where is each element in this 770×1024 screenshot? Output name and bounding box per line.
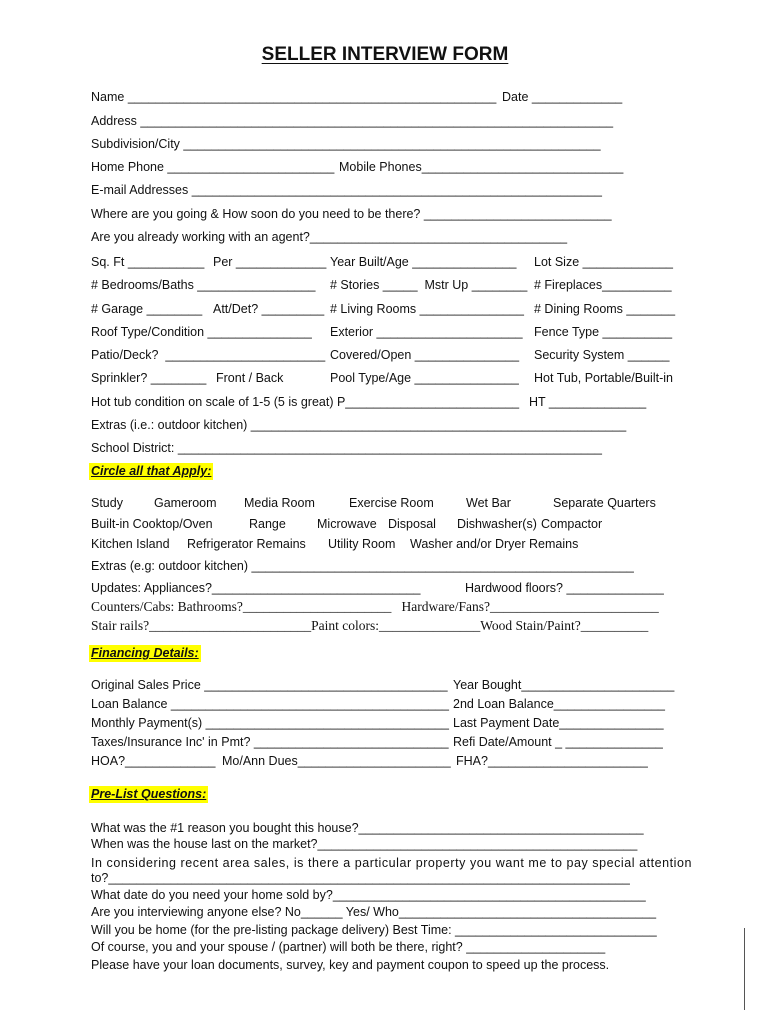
att-det-field: Att/Det? _________: [213, 302, 325, 316]
hot-tub-type-field: Hot Tub, Portable/Built-in: [534, 371, 673, 385]
amenity-wet-bar: Wet Bar: [466, 496, 511, 510]
stair-rails-field: Stair rails?________________________Paint colors:_______________Wood Stain/Paint?__________: [91, 618, 649, 633]
amenity-compactor: Compactor: [541, 517, 603, 531]
original-sales-price-field: Original Sales Price ___________________________________: [91, 678, 448, 692]
address-field: Address ____________________________________________________________________: [91, 114, 614, 128]
home-phone-field: Home Phone ________________________: [91, 160, 335, 174]
covered-open-field: Covered/Open _______________: [330, 348, 520, 362]
sprinkler-field: Sprinkler? ________: [91, 371, 207, 385]
sqft-field: Sq. Ft ___________: [91, 255, 205, 269]
refi-date-field: Refi Date/Amount _ ______________: [453, 735, 663, 749]
hot-tub-condition-field: Hot tub condition on scale of 1-5 (5 is great) P_________________________: [91, 395, 520, 409]
taxes-insurance-field: Taxes/Insurance Inc' in Pmt? ____________________________: [91, 735, 449, 749]
loan-balance-field: Loan Balance ________________________________________: [91, 697, 450, 711]
amenity-utility-room: Utility Room: [328, 537, 396, 551]
school-district-field: School District: _____________________________________________________________: [91, 441, 602, 455]
amenity-gameroom: Gameroom: [154, 496, 217, 510]
agent-question: Are you already working with an agent?_____________________________________: [91, 230, 568, 244]
prelist-spouse: Of course, you and your spouse / (partner) will both be there, right? ____________________: [91, 940, 606, 954]
amenity-kitchen-island: Kitchen Island: [91, 537, 170, 551]
lot-size-field: Lot Size _____________: [534, 255, 674, 269]
prelist-header: Pre-List Questions:: [91, 787, 207, 801]
updates-appliances-field: Updates: Appliances?______________________________: [91, 581, 421, 595]
dining-rooms-field: # Dining Rooms _______: [534, 302, 676, 316]
per-field: Per _____________: [213, 255, 327, 269]
scrollbar[interactable]: [744, 928, 745, 1010]
hardwood-floors-field: Hardwood floors? ______________: [465, 581, 664, 595]
date-field: Date _____________: [502, 90, 623, 104]
year-built-field: Year Built/Age _______________: [330, 255, 517, 269]
prelist-reason: What was the #1 reason you bought this house?_________________________________________: [91, 821, 644, 835]
name-field: Name _____________________________________________________: [91, 90, 497, 104]
amenity-range: Range: [249, 517, 286, 531]
prelist-recent-sales: In considering recent area sales, is there a particular property you want me to pay special attention: [91, 856, 692, 870]
amenity-disposal: Disposal: [388, 517, 436, 531]
prelist-documents: Please have your loan documents, survey, key and payment coupon to speed up the process.: [91, 958, 610, 972]
amenity-separate-quarters: Separate Quarters: [553, 496, 656, 510]
counters-cabs-field: Counters/Cabs: Bathrooms?______________________ Hardware/Fans?_________________________: [91, 599, 659, 614]
prelist-sold-by: What date do you need your home sold by?_____________________________________________: [91, 888, 646, 902]
bedrooms-baths-field: # Bedrooms/Baths _________________: [91, 278, 316, 292]
last-payment-date-field: Last Payment Date_______________: [453, 716, 664, 730]
prelist-last-market: When was the house last on the market?______________________________________________: [91, 837, 638, 851]
amenity-cooktop: Built-in Cooktop/Oven: [91, 517, 213, 531]
mobile-phones-field: Mobile Phones_____________________________: [339, 160, 624, 174]
ht-field: HT ______________: [529, 395, 647, 409]
email-field: E-mail Addresses ___________________________________________________________: [91, 183, 602, 197]
fha-field: FHA?_______________________: [456, 754, 648, 768]
pool-field: Pool Type/Age _______________: [330, 371, 519, 385]
financing-header: Financing Details:: [91, 646, 199, 660]
fence-field: Fence Type __________: [534, 325, 673, 339]
amenity-media-room: Media Room: [244, 496, 315, 510]
monthly-payment-field: Monthly Payment(s) ___________________________________: [91, 716, 449, 730]
circle-all-header: Circle all that Apply:: [91, 464, 212, 478]
stories-field: # Stories _____ Mstr Up ________: [330, 278, 528, 292]
second-loan-field: 2nd Loan Balance________________: [453, 697, 666, 711]
page-title: SELLER INTERVIEW FORM: [261, 44, 509, 65]
prelist-home-time: Will you be home (for the pre-listing package delivery) Best Time: _____________________________: [91, 923, 657, 937]
garage-field: # Garage ________: [91, 302, 203, 316]
subdivision-field: Subdivision/City ____________________________________________________________: [91, 137, 601, 151]
hoa-field: HOA?_____________: [91, 754, 216, 768]
mo-ann-dues-field: Mo/Ann Dues______________________: [222, 754, 451, 768]
fireplaces-field: # Fireplaces__________: [534, 278, 672, 292]
amenity-microwave: Microwave: [317, 517, 377, 531]
amenity-study: Study: [91, 496, 123, 510]
amenity-dishwasher: Dishwasher(s): [457, 517, 537, 531]
extras-2-field: Extras (e.g: outdoor kitchen) _______________________________________________________: [91, 559, 634, 573]
amenity-refrigerator: Refrigerator Remains: [187, 537, 306, 551]
relocation-question: Where are you going & How soon do you need to be there? ___________________________: [91, 207, 612, 221]
amenity-washer-dryer: Washer and/or Dryer Remains: [410, 537, 579, 551]
patio-field: Patio/Deck? _______________________: [91, 348, 326, 362]
exterior-field: Exterior _____________________: [330, 325, 523, 339]
extras-field: Extras (i.e.: outdoor kitchen) ______________________________________________________: [91, 418, 627, 432]
prelist-recent-sales-cont: to?___________________________________________________________________________: [91, 871, 630, 885]
roof-field: Roof Type/Condition _______________: [91, 325, 312, 339]
security-field: Security System ______: [534, 348, 670, 362]
living-rooms-field: # Living Rooms _______________: [330, 302, 524, 316]
prelist-interviewing: Are you interviewing anyone else? No______ Yes/ Who_____________________________________: [91, 905, 657, 919]
front-back-field: Front / Back: [216, 371, 284, 385]
amenity-exercise-room: Exercise Room: [349, 496, 434, 510]
year-bought-field: Year Bought______________________: [453, 678, 675, 692]
